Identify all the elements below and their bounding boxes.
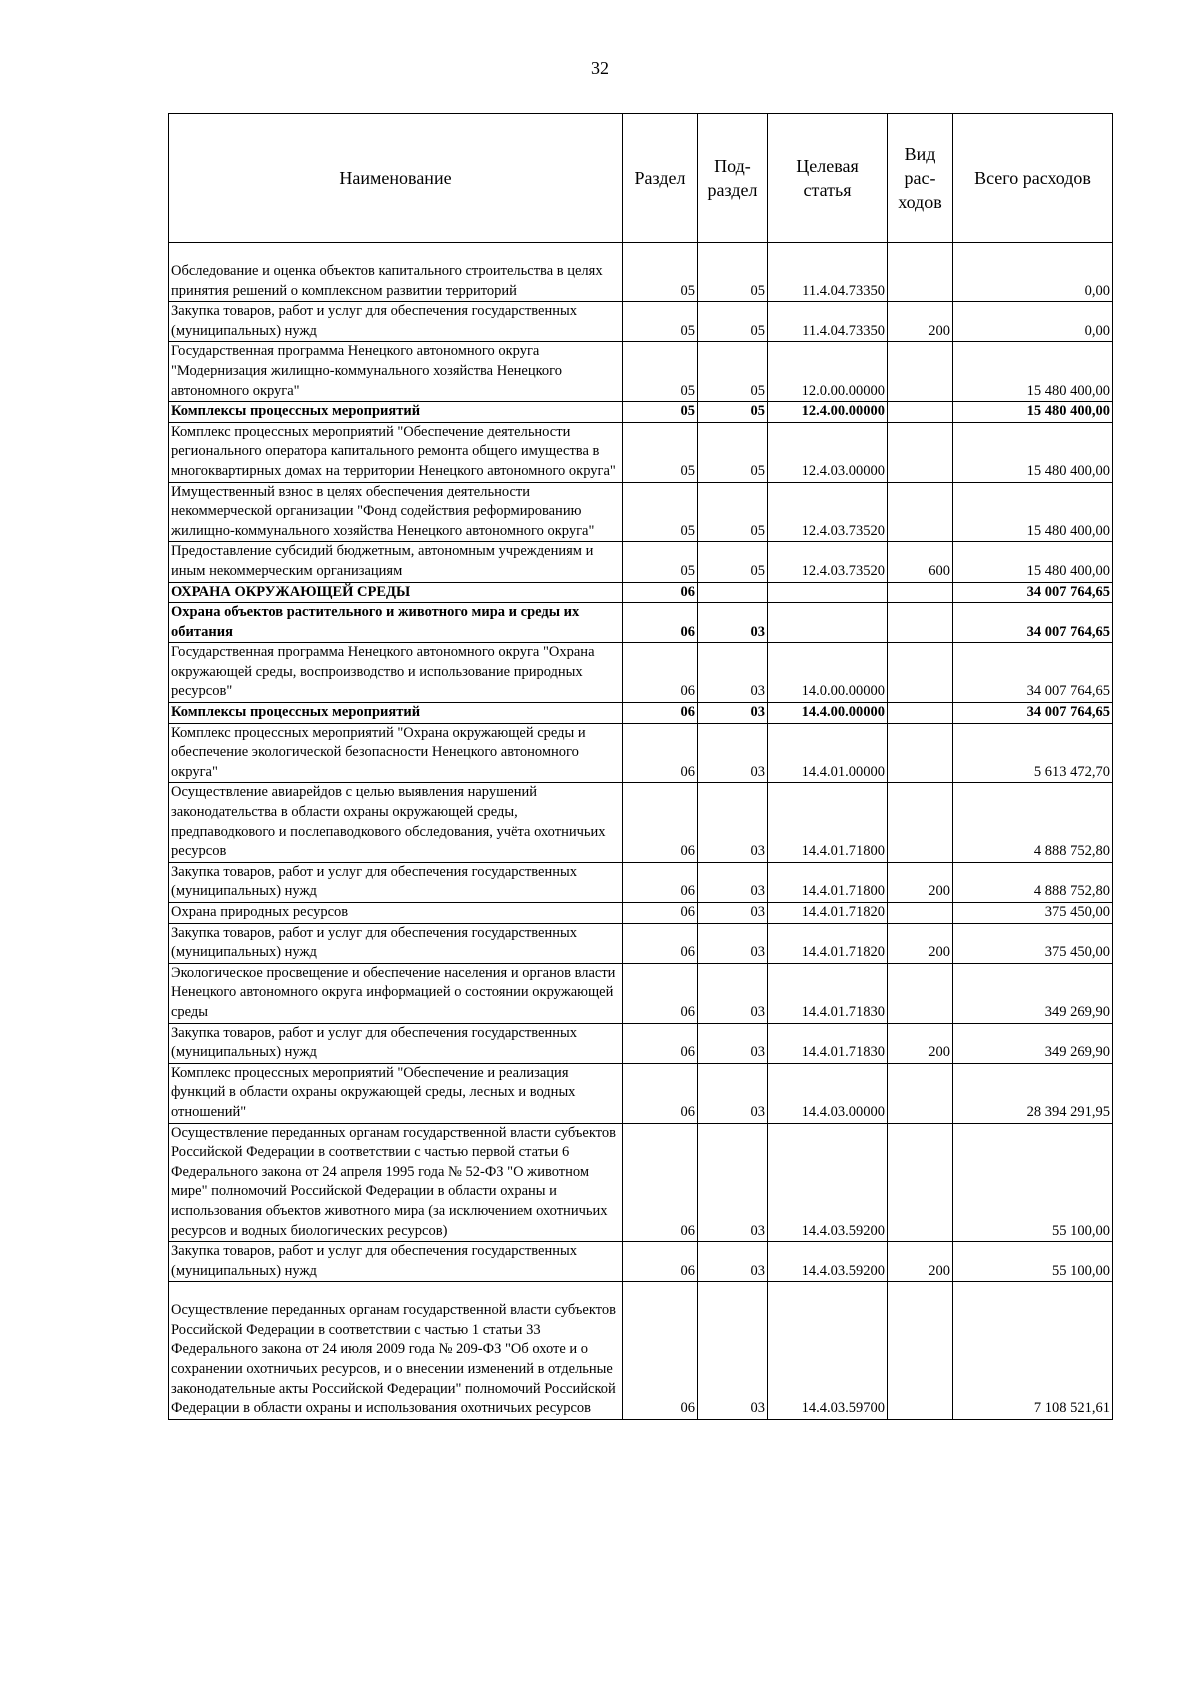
table-row: [169, 1282, 1113, 1420]
cell-subsection: 03: [698, 703, 768, 724]
table-row: [169, 542, 1113, 582]
cell-total: 34 007 764,65: [953, 703, 1113, 724]
cell-section: 06: [623, 582, 698, 603]
cell-section: 05: [623, 243, 698, 302]
cell-subsection: 05: [698, 422, 768, 482]
cell-section: 06: [623, 703, 698, 724]
cell-name: Закупка товаров, работ и услуг для обеспечения государственных (муниципальных) нужд: [169, 923, 623, 963]
cell-kind: [888, 703, 953, 724]
cell-kind: 200: [888, 923, 953, 963]
cell-total: 15 480 400,00: [953, 422, 1113, 482]
cell-name: Комплексы процессных мероприятий: [169, 402, 623, 423]
header-subsection-label: Под- раздел: [707, 156, 758, 200]
cell-kind: [888, 1282, 953, 1420]
cell-subsection: 03: [698, 903, 768, 924]
table-header-row: [169, 114, 1113, 243]
cell-section: 06: [623, 603, 698, 643]
cell-subsection: 05: [698, 402, 768, 423]
cell-name: Закупка товаров, работ и услуг для обеспечения государственных (муниципальных) нужд: [169, 302, 623, 342]
table-row: [169, 963, 1113, 1023]
cell-subsection: 03: [698, 1123, 768, 1242]
cell-section: 06: [623, 643, 698, 703]
table-row: [169, 903, 1113, 924]
table-row: [169, 783, 1113, 862]
header-total: Всего расходов: [953, 114, 1113, 243]
cell-kind: [888, 482, 953, 542]
cell-subsection: 03: [698, 1282, 768, 1420]
cell-name-text: Обследование и оценка объектов капитального строительства в целях принятия решений о комплексном развитии территорий: [171, 263, 603, 299]
cell-kind: [888, 603, 953, 643]
cell-target: 14.4.01.00000: [768, 723, 888, 783]
cell-total: 34 007 764,65: [953, 582, 1113, 603]
cell-total: 7 108 521,61: [953, 1282, 1113, 1420]
cell-section: 05: [623, 542, 698, 582]
cell-target: 14.4.01.71800: [768, 783, 888, 862]
table-row: [169, 1063, 1113, 1123]
cell-target: 12.4.03.73520: [768, 482, 888, 542]
header-name: Наименование: [169, 114, 623, 243]
page-number: 32: [591, 58, 609, 78]
cell-section: 06: [623, 723, 698, 783]
cell-section: 05: [623, 302, 698, 342]
cell-subsection: 03: [698, 643, 768, 703]
cell-name: [169, 243, 623, 302]
cell-total: 15 480 400,00: [953, 542, 1113, 582]
budget-table: [168, 113, 1113, 1420]
cell-total: 15 480 400,00: [953, 342, 1113, 402]
cell-gap: [171, 243, 620, 262]
cell-kind: [888, 783, 953, 862]
table-row: [169, 603, 1113, 643]
cell-subsection: 05: [698, 482, 768, 542]
cell-name: Комплекс процессных мероприятий "Охрана окружающей среды и обеспечение экологической безопасности Ненецкого автономного округа": [169, 723, 623, 783]
cell-subsection: 05: [698, 243, 768, 302]
cell-name: Осуществление авиарейдов с целью выявления нарушений законодательства в области охраны окружающей среды, предпаводкового и послепаводкового обследования, учёта охотничьих ресурсов: [169, 783, 623, 862]
cell-total: 55 100,00: [953, 1242, 1113, 1282]
cell-target: [768, 603, 888, 643]
cell-total: 28 394 291,95: [953, 1063, 1113, 1123]
cell-section: 05: [623, 482, 698, 542]
cell-target: 14.4.01.71830: [768, 963, 888, 1023]
cell-target: 14.4.03.59200: [768, 1123, 888, 1242]
cell-name: ОХРАНА ОКРУЖАЮЩЕЙ СРЕДЫ: [169, 582, 623, 603]
cell-total: 34 007 764,65: [953, 643, 1113, 703]
table-row: [169, 402, 1113, 423]
cell-section: 05: [623, 402, 698, 423]
cell-target: 12.0.00.00000: [768, 342, 888, 402]
header-target-label: Целевая статья: [796, 156, 859, 200]
cell-kind: 200: [888, 1242, 953, 1282]
cell-name: Закупка товаров, работ и услуг для обеспечения государственных (муниципальных) нужд: [169, 1023, 623, 1063]
cell-section: 06: [623, 1242, 698, 1282]
cell-total: 34 007 764,65: [953, 603, 1113, 643]
cell-total: 15 480 400,00: [953, 402, 1113, 423]
cell-kind: [888, 963, 953, 1023]
cell-name: Закупка товаров, работ и услуг для обеспечения государственных (муниципальных) нужд: [169, 1242, 623, 1282]
cell-subsection: 05: [698, 542, 768, 582]
cell-subsection: 03: [698, 963, 768, 1023]
cell-kind: 200: [888, 1023, 953, 1063]
header-section: Раздел: [623, 114, 698, 243]
cell-name: Государственная программа Ненецкого автономного округа "Модернизация жилищно-коммунального хозяйства Ненецкого автономного округа": [169, 342, 623, 402]
cell-name: Комплексы процессных мероприятий: [169, 703, 623, 724]
cell-name: Охрана природных ресурсов: [169, 903, 623, 924]
cell-target: 11.4.04.73350: [768, 302, 888, 342]
cell-name: Государственная программа Ненецкого автономного округа "Охрана окружающей среды, воспроизводство и использование природных ресурсов": [169, 643, 623, 703]
table-row: [169, 243, 1113, 302]
cell-total: 349 269,90: [953, 1023, 1113, 1063]
cell-target: 11.4.04.73350: [768, 243, 888, 302]
table-row: [169, 1123, 1113, 1242]
header-target: [768, 114, 888, 243]
cell-total: 55 100,00: [953, 1123, 1113, 1242]
cell-section: 06: [623, 923, 698, 963]
cell-kind: [888, 582, 953, 603]
table-row: [169, 862, 1113, 902]
cell-kind: [888, 402, 953, 423]
cell-kind: 200: [888, 862, 953, 902]
cell-total: 4 888 752,80: [953, 783, 1113, 862]
cell-kind: [888, 1063, 953, 1123]
cell-target: [768, 582, 888, 603]
table-row: [169, 1242, 1113, 1282]
cell-target: 12.4.00.00000: [768, 402, 888, 423]
header-kind: [888, 114, 953, 243]
cell-name: Охрана объектов растительного и животного мира и среды их обитания: [169, 603, 623, 643]
cell-subsection: [698, 582, 768, 603]
cell-name: Экологическое просвещение и обеспечение населения и органов власти Ненецкого автономного округа информацией о состоянии окружающей среды: [169, 963, 623, 1023]
table-row: [169, 482, 1113, 542]
cell-subsection: 03: [698, 1023, 768, 1063]
cell-total: 0,00: [953, 243, 1113, 302]
table-row: [169, 723, 1113, 783]
cell-name: Закупка товаров, работ и услуг для обеспечения государственных (муниципальных) нужд: [169, 862, 623, 902]
cell-section: 06: [623, 1063, 698, 1123]
cell-name: Предоставление субсидий бюджетным, автономным учреждениям и иным некоммерческим организациям: [169, 542, 623, 582]
cell-target: 14.4.01.71800: [768, 862, 888, 902]
cell-subsection: 03: [698, 923, 768, 963]
cell-total: 375 450,00: [953, 903, 1113, 924]
cell-kind: 600: [888, 542, 953, 582]
cell-kind: [888, 243, 953, 302]
budget-table-body: [169, 243, 1113, 1420]
cell-section: 06: [623, 1282, 698, 1420]
header-kind-label: Вид рас- ходов: [898, 144, 942, 212]
cell-subsection: 03: [698, 723, 768, 783]
cell-subsection: 03: [698, 1063, 768, 1123]
cell-target: 14.0.00.00000: [768, 643, 888, 703]
cell-target: 14.4.01.71830: [768, 1023, 888, 1063]
cell-section: 05: [623, 342, 698, 402]
table-row: [169, 422, 1113, 482]
cell-total: 349 269,90: [953, 963, 1113, 1023]
cell-target: 12.4.03.73520: [768, 542, 888, 582]
cell-subsection: 05: [698, 342, 768, 402]
cell-target: 14.4.01.71820: [768, 923, 888, 963]
cell-target: 14.4.03.59200: [768, 1242, 888, 1282]
cell-total: 5 613 472,70: [953, 723, 1113, 783]
cell-gap: [171, 1282, 620, 1301]
cell-total: 15 480 400,00: [953, 482, 1113, 542]
cell-kind: [888, 1123, 953, 1242]
cell-name: Комплекс процессных мероприятий "Обеспечение деятельности регионального оператора капитального ремонта общего имущества в многоквартирных домах на территории Ненецкого автономного округа": [169, 422, 623, 482]
cell-target: 14.4.03.59700: [768, 1282, 888, 1420]
cell-kind: [888, 723, 953, 783]
table-row: [169, 703, 1113, 724]
cell-section: 06: [623, 783, 698, 862]
cell-target: 14.4.03.00000: [768, 1063, 888, 1123]
cell-name-text: Осуществление переданных органам государственной власти субъектов Российской Федерации в соответствии с частью 1 статьи 33 Федерального закона от 24 июля 2009 года № 209-ФЗ "Об охоте и о сохранении охотничьих ресурсов, и о внесении изменений в отдельные законодательные акты Российской Федерации" полномочий Российской Федерации в области охраны и использования охотничьих ресурсов: [171, 1302, 616, 1417]
cell-target: 14.4.00.00000: [768, 703, 888, 724]
table-row: [169, 1023, 1113, 1063]
cell-subsection: 03: [698, 783, 768, 862]
cell-subsection: 03: [698, 603, 768, 643]
cell-subsection: 03: [698, 862, 768, 902]
cell-kind: [888, 643, 953, 703]
cell-total: 0,00: [953, 302, 1113, 342]
header-subsection: [698, 114, 768, 243]
cell-kind: [888, 342, 953, 402]
cell-subsection: 03: [698, 1242, 768, 1282]
table-row: [169, 923, 1113, 963]
cell-section: 06: [623, 963, 698, 1023]
cell-kind: 200: [888, 302, 953, 342]
table-row: [169, 302, 1113, 342]
table-row: [169, 582, 1113, 603]
cell-kind: [888, 422, 953, 482]
cell-total: 4 888 752,80: [953, 862, 1113, 902]
cell-section: 06: [623, 1023, 698, 1063]
cell-name: Осуществление переданных органам государственной власти субъектов Российской Федерации в соответствии с частью первой статьи 6 Федерального закона от 24 апреля 1995 года № 52-ФЗ "О животном мире" полномочий Российской Федерации в области охраны и использования объектов животного мира (за исключением охотничьих ресурсов и водных биологических ресурсов): [169, 1123, 623, 1242]
cell-name: Комплекс процессных мероприятий "Обеспечение и реализация функций в области охраны окружающей среды, лесных и водных отношений": [169, 1063, 623, 1123]
cell-name: Имущественный взнос в целях обеспечения деятельности некоммерческой организации "Фонд содействия реформированию жилищно-коммунального хозяйства Ненецкого автономного округа": [169, 482, 623, 542]
cell-total: 375 450,00: [953, 923, 1113, 963]
cell-kind: [888, 903, 953, 924]
table-row: [169, 643, 1113, 703]
cell-target: 14.4.01.71820: [768, 903, 888, 924]
cell-name: [169, 1282, 623, 1420]
table-row: [169, 342, 1113, 402]
cell-target: 12.4.03.00000: [768, 422, 888, 482]
cell-section: 06: [623, 903, 698, 924]
cell-section: 05: [623, 422, 698, 482]
cell-section: 06: [623, 862, 698, 902]
cell-subsection: 05: [698, 302, 768, 342]
cell-section: 06: [623, 1123, 698, 1242]
